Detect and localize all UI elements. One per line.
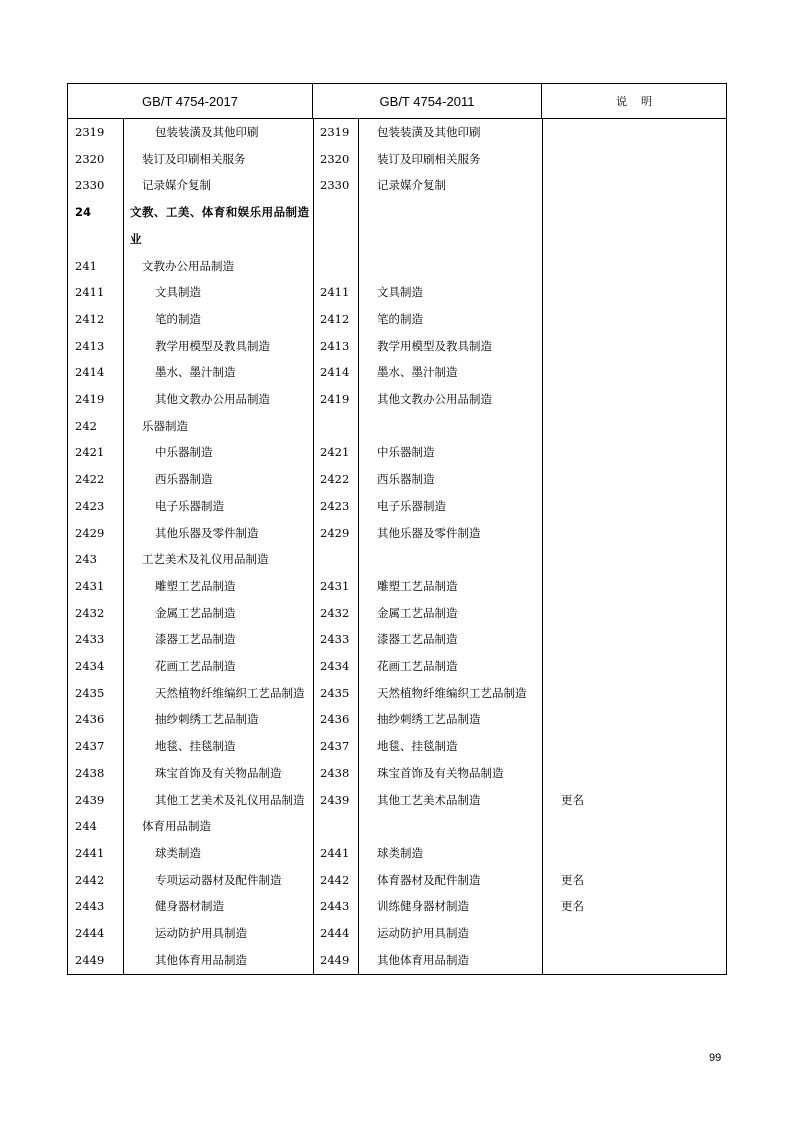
note [542,119,726,146]
code-2017: 2435 [75,685,105,700]
code-2011: 2414 [320,365,350,380]
code-2011: 2330 [320,178,350,193]
name-2017: 地毯、挂毯制造 [155,739,236,754]
name-2017: 文具制造 [155,285,201,300]
table-row [68,680,726,707]
name-2011: 运动防护用具制造 [377,926,469,941]
name-2017: 雕塑工艺品制造 [155,578,236,593]
note [542,947,726,974]
code-2011: 2444 [320,926,350,941]
code-2017: 241 [75,258,97,273]
name-2017: 健身器材制造 [155,899,224,914]
table-row [68,760,726,787]
code-2017: 242 [75,418,97,433]
code-2011: 2423 [320,498,350,513]
code-2011: 2320 [320,151,350,166]
name-2017: 文教、工美、体育和娱乐用品制造业 [130,205,309,246]
note: 更名 [561,872,584,887]
note [542,813,726,840]
name-2011: 中乐器制造 [377,445,435,460]
code-2017: 2429 [75,525,105,540]
header-gbt-2017: GB/T 4754-2017 [68,84,313,118]
code-2017: 2320 [75,151,105,166]
header-note: 说明 [616,95,666,108]
name-2017: 其他文教办公用品制造 [155,392,270,407]
note [542,520,726,547]
name-2011: 西乐器制造 [377,472,435,487]
code-2017: 2319 [75,125,105,139]
name-2011: 地毯、挂毯制造 [377,739,458,754]
note [542,546,726,573]
table-row [68,546,726,573]
note [542,706,726,733]
table-row [68,867,726,894]
note [542,920,726,947]
table-row [68,413,726,440]
table-row [68,733,726,760]
name-2017: 球类制造 [155,845,201,860]
table-row [68,626,726,653]
code-2017: 2411 [75,285,105,300]
name-2011 [358,413,542,440]
code-2011: 2439 [320,792,350,807]
table-row [68,253,726,280]
note: 更名 [561,792,584,807]
name-2011: 花画工艺品制造 [377,659,458,674]
code-2011: 2435 [320,685,350,700]
code-2017: 2437 [75,739,105,754]
note [542,733,726,760]
code-2017: 2442 [75,872,105,887]
table-row [68,787,726,814]
table-header [68,84,726,119]
note [542,680,726,707]
note [542,760,726,787]
page-number: 99 [709,1052,722,1064]
table-body [68,119,726,974]
name-2017: 专项运动器材及配件制造 [155,872,282,887]
name-2011: 珠宝首饰及有关物品制造 [377,765,504,780]
code-2011: 2431 [320,578,350,593]
code-2017: 2421 [75,445,105,460]
code-2017: 243 [75,552,97,567]
code-2017: 2330 [75,178,105,193]
table-row [68,466,726,493]
name-2011: 雕塑工艺品制造 [377,578,458,593]
header-gbt-2011: GB/T 4754-2011 [313,84,542,118]
name-2017: 体育用品制造 [142,819,211,834]
code-2011: 2412 [320,311,350,326]
code-2017: 2423 [75,498,105,513]
code-2017: 2412 [75,311,105,326]
name-2017: 其他工艺美术及礼仪用品制造 [155,792,305,807]
table-row [68,493,726,520]
code-2011: 2436 [320,712,350,727]
name-2011: 球类制造 [377,845,423,860]
name-2011: 其他文教办公用品制造 [377,392,492,407]
table-row [68,840,726,867]
name-2017: 记录媒介复制 [142,178,211,193]
code-2011: 2429 [320,525,350,540]
table-row [68,306,726,333]
name-2017: 运动防护用具制造 [155,926,247,941]
name-2017: 抽纱刺绣工艺品制造 [155,712,259,727]
comparison-table [67,83,727,975]
name-2011: 漆器工艺品制造 [377,632,458,647]
name-2011 [358,253,542,280]
name-2011: 电子乐器制造 [377,498,446,513]
name-2011: 金属工艺品制造 [377,605,458,620]
note [542,386,726,413]
name-2017: 其他体育用品制造 [155,952,247,967]
name-2011 [358,199,542,252]
code-2011: 2438 [320,765,350,780]
note [542,600,726,627]
name-2011: 文具制造 [377,285,423,300]
name-2011: 墨水、墨汁制造 [377,365,458,380]
note [542,840,726,867]
name-2011: 抽纱刺绣工艺品制造 [377,712,481,727]
name-2017: 笔的制造 [155,311,201,326]
note [542,466,726,493]
table-row [68,520,726,547]
note [542,493,726,520]
code-2011: 2443 [320,899,350,914]
table-row [68,119,726,146]
code-2011: 2441 [320,845,350,860]
note [542,306,726,333]
name-2017: 文教办公用品制造 [142,258,234,273]
table-row [68,706,726,733]
code-2011 [313,413,358,440]
table-row [68,386,726,413]
table-row [68,600,726,627]
code-2011: 2419 [320,392,350,407]
table-row [68,333,726,360]
name-2017: 中乐器制造 [155,445,213,460]
code-2011 [313,253,358,280]
note [542,146,726,173]
name-2011 [358,546,542,573]
name-2011: 其他工艺美术品制造 [377,792,481,807]
code-2011: 2413 [320,338,350,353]
code-2017: 2422 [75,472,105,487]
note [542,279,726,306]
table-row [68,199,726,252]
code-2017: 244 [75,819,97,834]
name-2011: 装订及印刷相关服务 [377,151,481,166]
table-row [68,653,726,680]
name-2017: 花画工艺品制造 [155,659,236,674]
table-row [68,359,726,386]
code-2011 [313,546,358,573]
code-2017: 2419 [75,392,105,407]
name-2017: 漆器工艺品制造 [155,632,236,647]
name-2011: 记录媒介复制 [377,178,446,193]
note [542,199,726,252]
code-2017: 2436 [75,712,105,727]
code-2017: 2438 [75,765,105,780]
note [542,626,726,653]
code-2017: 2413 [75,338,105,353]
name-2011: 包装装潢及其他印刷 [377,125,481,139]
note [542,333,726,360]
name-2017: 金属工艺品制造 [155,605,236,620]
name-2017: 天然植物纤维编织工艺品制造 [155,685,305,700]
name-2017: 教学用模型及教具制造 [155,338,270,353]
table-row [68,279,726,306]
name-2017: 其他乐器及零件制造 [155,525,259,540]
table-row [68,439,726,466]
code-2017: 2441 [75,845,105,860]
note [542,653,726,680]
note [542,172,726,199]
name-2017: 工艺美术及礼仪用品制造 [142,552,269,567]
name-2017: 装订及印刷相关服务 [142,151,246,166]
note: 更名 [561,899,584,914]
code-2011: 2421 [320,445,350,460]
note [542,359,726,386]
table-row [68,146,726,173]
table-row [68,947,726,974]
code-2011: 2411 [320,285,350,300]
name-2017: 电子乐器制造 [155,498,224,513]
code-2017: 2433 [75,632,105,647]
note [542,253,726,280]
note [542,439,726,466]
note [542,413,726,440]
code-2017: 2432 [75,605,105,620]
code-2011: 2432 [320,605,350,620]
name-2011: 训练健身器材制造 [377,899,469,914]
name-2011: 笔的制造 [377,311,423,326]
code-2011: 2422 [320,472,350,487]
name-2011 [358,813,542,840]
note [542,573,726,600]
name-2017: 乐器制造 [142,418,188,433]
code-2017: 2444 [75,926,105,941]
name-2011: 体育器材及配件制造 [377,872,481,887]
code-2017: 2439 [75,792,105,807]
name-2017: 西乐器制造 [155,472,213,487]
name-2011: 教学用模型及教具制造 [377,338,492,353]
code-2011: 2433 [320,632,350,647]
table-row [68,920,726,947]
code-2017: 2431 [75,578,105,593]
name-2011: 其他体育用品制造 [377,952,469,967]
code-2017: 2443 [75,899,105,914]
code-2017: 24 [75,205,92,220]
name-2017: 墨水、墨汁制造 [155,365,236,380]
code-2011: 2442 [320,872,350,887]
table-row [68,893,726,920]
code-2017: 2449 [75,952,105,967]
table-row [68,172,726,199]
code-2017: 2414 [75,365,105,380]
code-2011: 2449 [320,952,350,967]
name-2011: 其他乐器及零件制造 [377,525,481,540]
table-row [68,573,726,600]
table-row [68,813,726,840]
name-2017: 珠宝首饰及有关物品制造 [155,765,282,780]
code-2011: 2437 [320,739,350,754]
name-2011: 天然植物纤维编织工艺品制造 [377,685,527,700]
code-2011 [313,199,358,252]
code-2017: 2434 [75,659,105,674]
code-2011: 2434 [320,659,350,674]
name-2017: 包装装潢及其他印刷 [155,125,259,139]
code-2011: 2319 [320,125,350,139]
code-2011 [313,813,358,840]
